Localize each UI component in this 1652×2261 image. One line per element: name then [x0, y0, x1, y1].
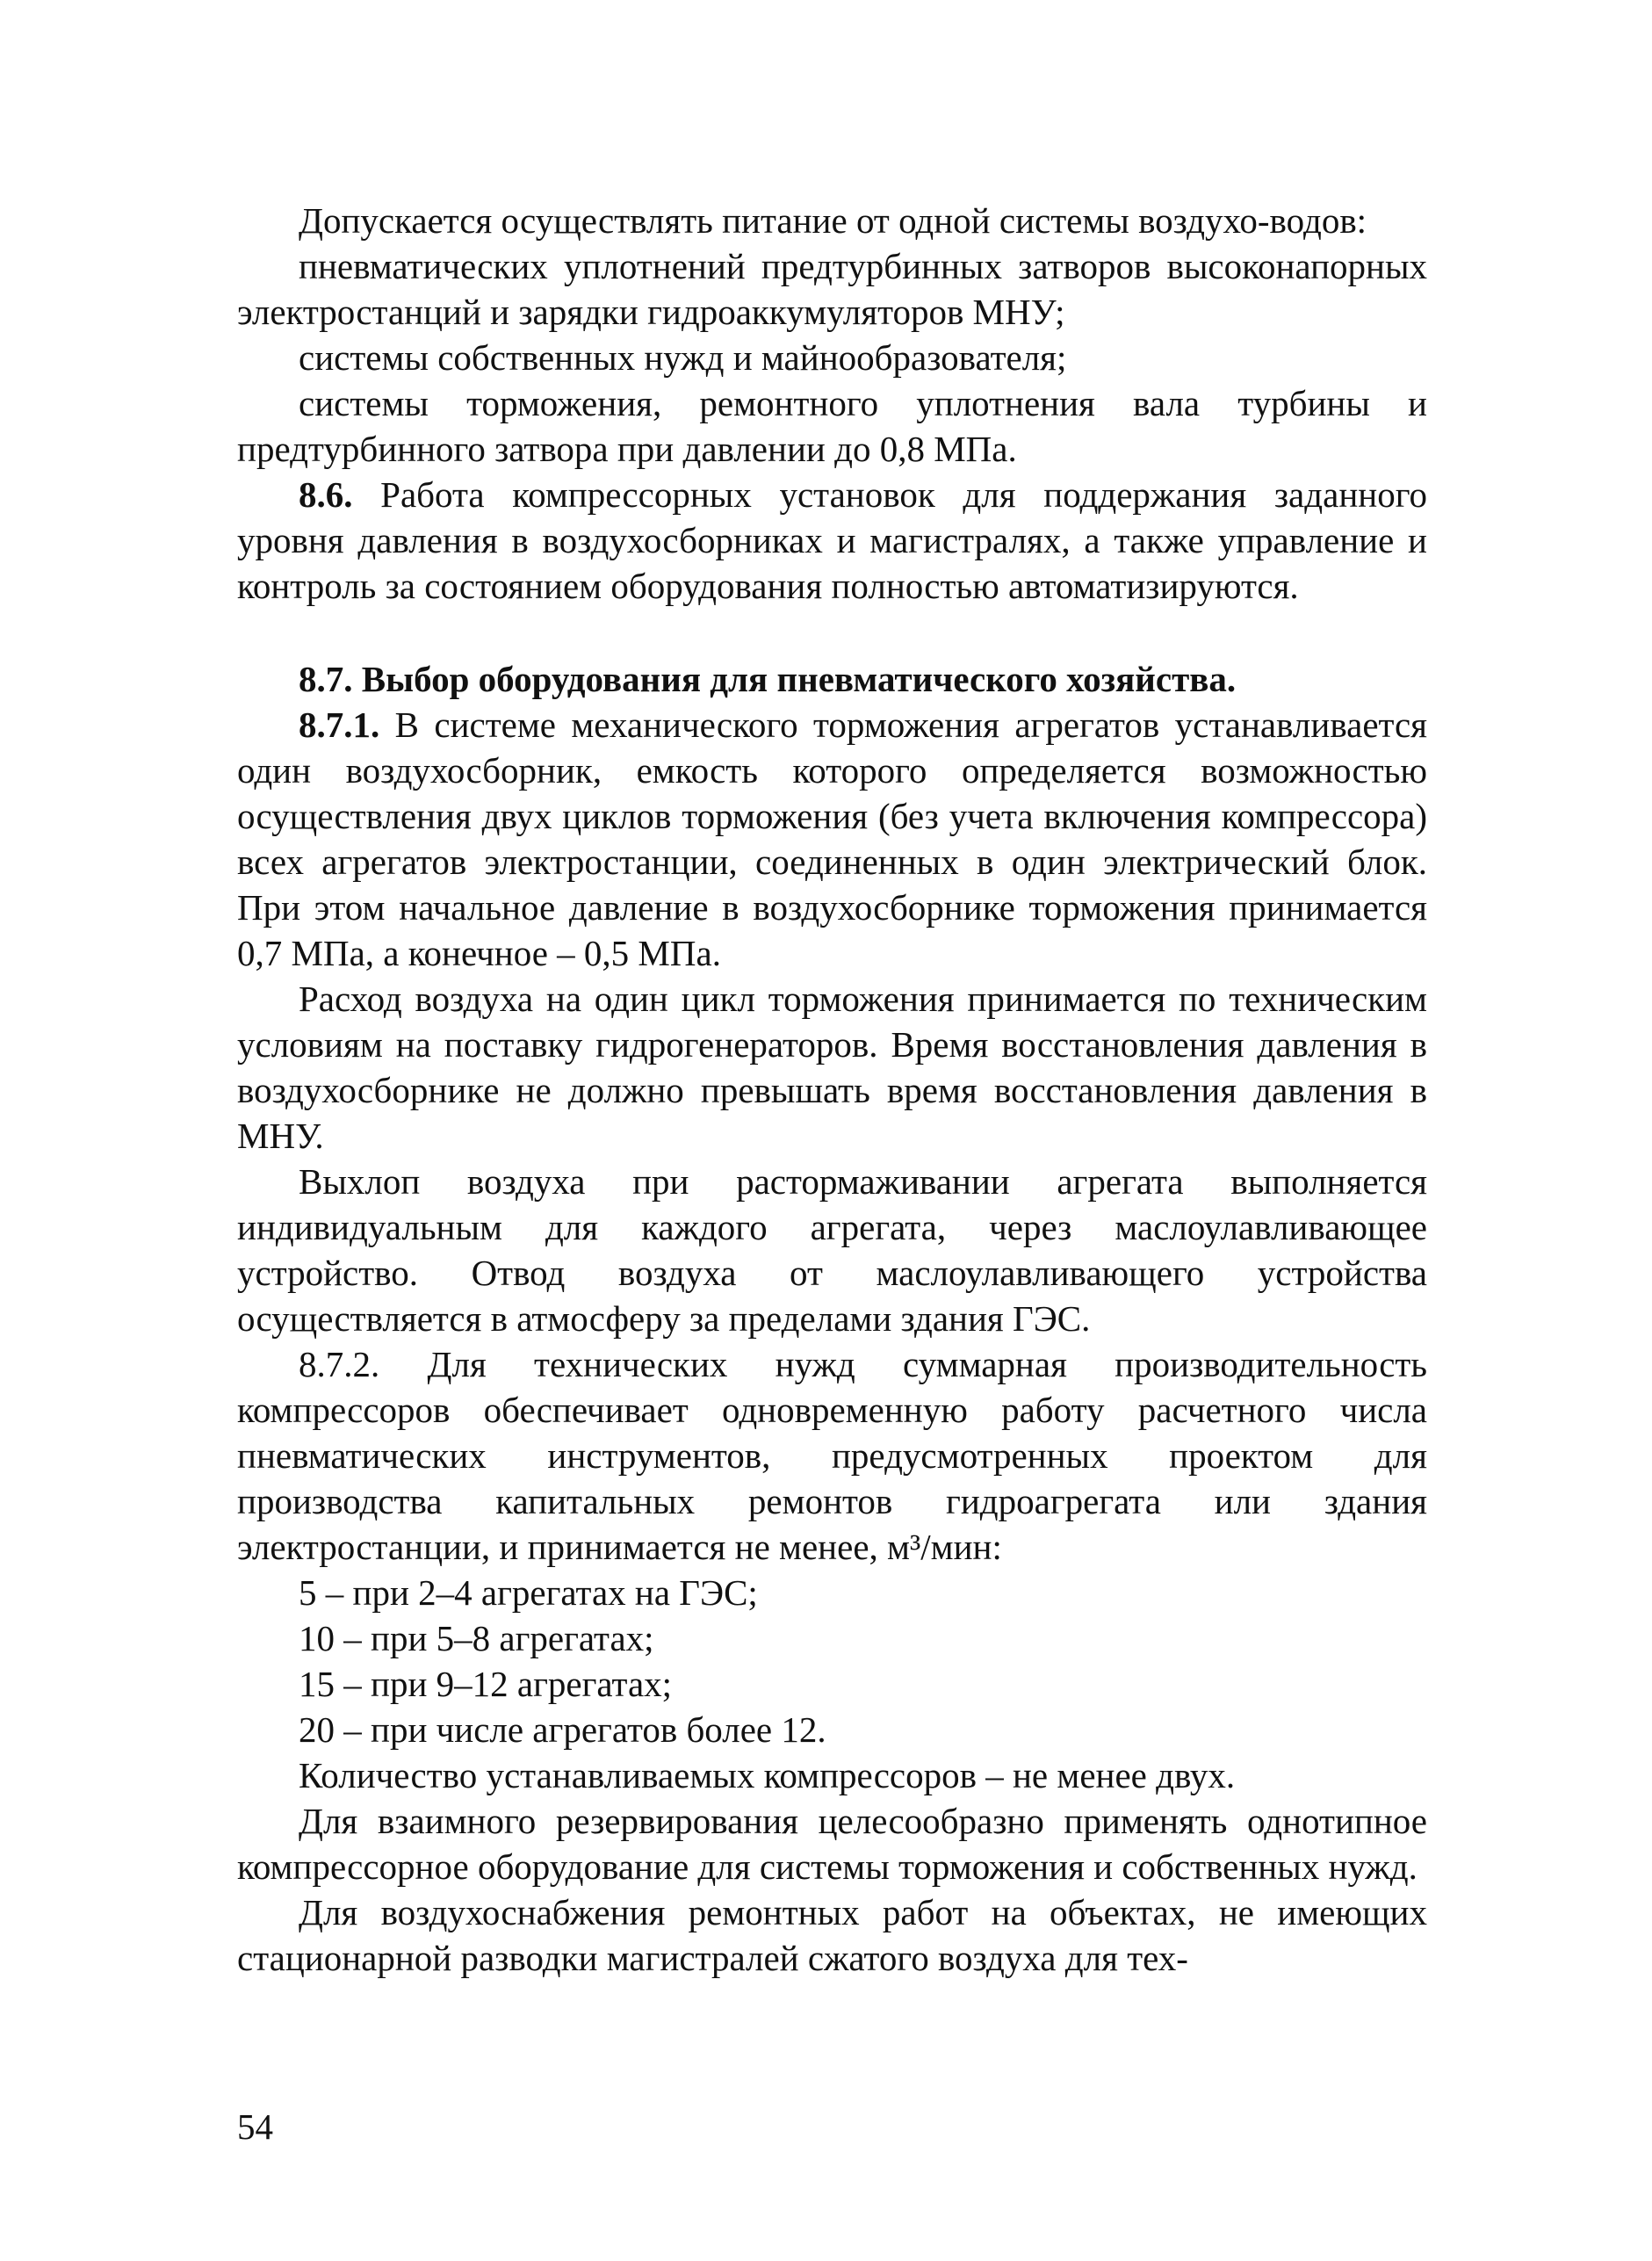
paragraph-air-exhaust: Выхлоп воздуха при растормаживании агрегата выполняется индивидуальным для каждого агрегата, через маслоулавливающее устройство. Отвод воздуха от маслоулавливающего устройства осуществляется в атмосферу за пределами здания ГЭС.: [237, 1161, 1427, 1339]
paragraph-8-6: [237, 472, 1427, 609]
section-number-8-7-2: 8.7.2.: [299, 1344, 380, 1384]
list-item: 5 – при 2–4 агрегатах на ГЭС;: [299, 1572, 758, 1613]
paragraph-compressor-count: Количество устанавливаемых компрессоров – не менее двух.: [299, 1755, 1236, 1795]
paragraph-8-7-2-text: Для технических нужд суммарная производительность компрессоров обеспечивает одновременную работу расчетного числа пневматических инструментов, предусмотренных проектом для производства капитальных ремонтов гидроагрегата или здания электростанции, и принимается не менее, м³/мин:: [237, 1344, 1428, 1567]
section-number-8-7-1: 8.7.1.: [299, 704, 380, 745]
paragraph-8-7-2: [237, 1341, 1427, 1570]
paragraph-repair-air-supply: Для воздухоснабжения ремонтных работ на объектах, не имеющих стационарной разводки магистралей сжатого воздуха для тех-: [237, 1892, 1427, 1978]
paragraph-braking-system: системы торможения, ремонтного уплотнения вала турбины и предтурбинного затвора при давлении до 0,8 МПа.: [237, 383, 1427, 469]
paragraph-air-consumption: Расход воздуха на один цикл торможения принимается по техническим условиям на поставку гидрогенераторов. Время восстановления давления в воздухосборнике не должно превышать время восстановления давления в МНУ.: [237, 979, 1427, 1156]
paragraph-own-needs: системы собственных нужд и майнообразователя;: [299, 337, 1067, 378]
section-gap: [237, 609, 1427, 656]
paragraph-pneumatic-seals: пневматических уплотнений предтурбинных затворов высоконапорных электростанций и зарядки гидроаккумуляторов МНУ;: [237, 246, 1427, 332]
list-item: 20 – при числе агрегатов более 12.: [299, 1709, 826, 1750]
paragraph-8-7-1: [237, 702, 1427, 976]
section-number-8-6: 8.6.: [299, 474, 353, 515]
section-heading-8-7: 8.7. Выбор оборудования для пневматического хозяйства.: [299, 659, 1237, 699]
paragraph-8-6-text: Работа компрессорных установок для поддержания заданного уровня давления в воздухосборниках и магистралях, а также управление и контроль за состоянием оборудования полностью автоматизируются.: [237, 474, 1427, 606]
paragraph-redundancy: Для взаимного резервирования целесообразно применять однотипное компрессорное оборудование для системы торможения и собственных нужд.: [237, 1801, 1427, 1887]
page-number: 54: [237, 2106, 273, 2147]
page-text: [237, 198, 1427, 1981]
list-item: 10 – при 5–8 агрегатах;: [299, 1618, 654, 1658]
paragraph-8-7-1-text: В системе механического торможения агрегатов устанавливается один воздухосборник, емкость которого определяется возможностью осуществления двух циклов торможения (без учета включения компрессора) всех агрегатов электростанции, соединенных в один электрический блок. При этом начальное давление в воздухосборнике торможения принимается 0,7 МПа, а конечное – 0,5 МПа.: [237, 704, 1428, 973]
list-item: 15 – при 9–12 агрегатах;: [299, 1664, 673, 1704]
paragraph-intro: Допускается осуществлять питание от одной системы воздухо-водов:: [299, 200, 1367, 241]
